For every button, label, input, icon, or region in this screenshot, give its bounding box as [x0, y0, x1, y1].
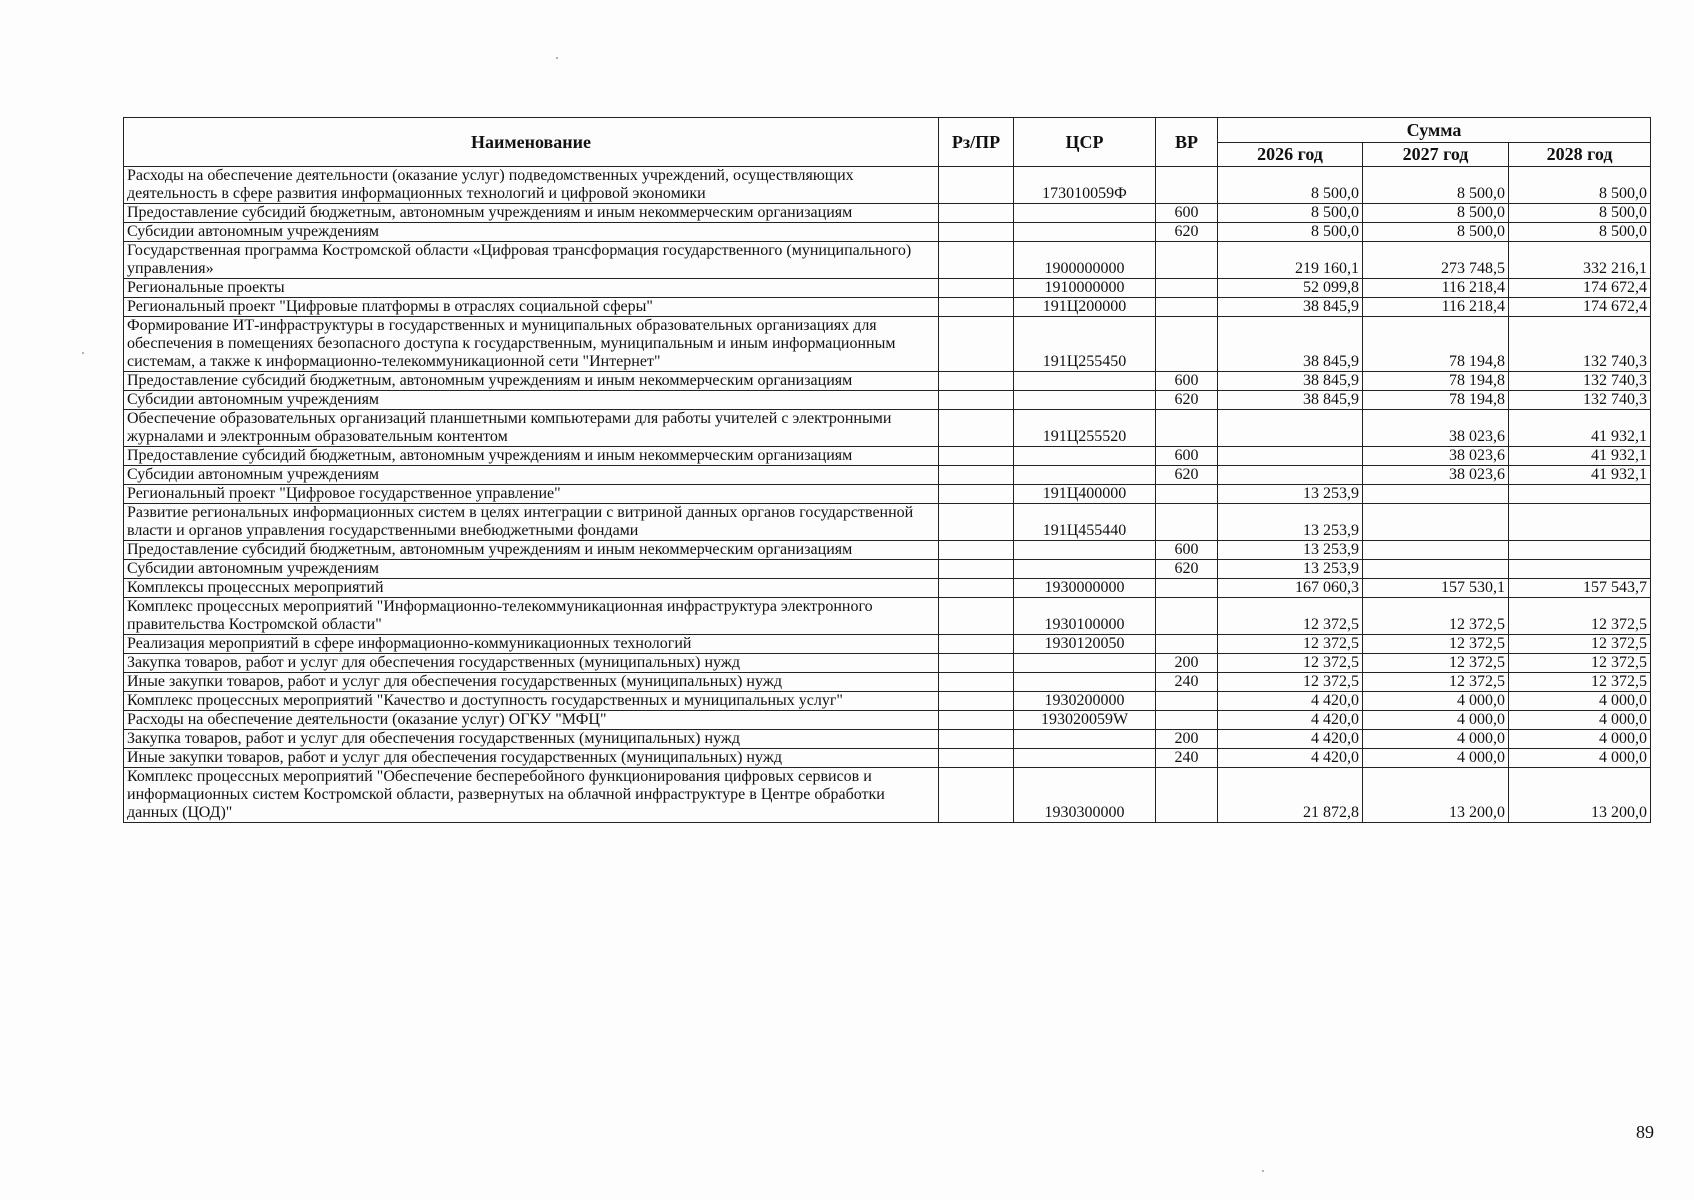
row-csr-cell: 191Ц455440 — [1014, 504, 1156, 541]
table-row — [124, 204, 1651, 223]
row-rzpr-cell — [939, 711, 1014, 730]
row-csr-cell: 1930100000 — [1014, 598, 1156, 635]
row-sum-2027-cell: 116 218,4 — [1363, 298, 1509, 317]
row-sum-2028-cell: 8 500,0 — [1509, 204, 1651, 223]
row-sum-2026-cell — [1218, 466, 1363, 485]
row-sum-2028-cell — [1509, 504, 1651, 541]
row-rzpr-cell — [939, 579, 1014, 598]
row-sum-2028-cell: 4 000,0 — [1509, 692, 1651, 711]
row-csr-cell — [1014, 749, 1156, 768]
table-row — [124, 579, 1651, 598]
row-name-cell: Развитие региональных информационных систем в целях интеграции с витриной данных органов государственной власти и органов управления государственными внебюджетными фондами — [124, 504, 939, 541]
row-name-cell: Субсидии автономным учреждениям — [124, 391, 939, 410]
row-rzpr-cell — [939, 447, 1014, 466]
row-sum-2028-cell: 12 372,5 — [1509, 598, 1651, 635]
row-sum-2027-cell: 78 194,8 — [1363, 372, 1509, 391]
table-row — [124, 673, 1651, 692]
row-sum-2026-cell: 13 253,9 — [1218, 504, 1363, 541]
row-sum-2028-cell: 132 740,3 — [1509, 391, 1651, 410]
row-name-cell: Региональный проект "Цифровое государственное управление" — [124, 485, 939, 504]
row-rzpr-cell — [939, 749, 1014, 768]
row-rzpr-cell — [939, 635, 1014, 654]
row-rzpr-cell — [939, 541, 1014, 560]
row-csr-cell — [1014, 204, 1156, 223]
row-vr-cell — [1156, 598, 1218, 635]
row-sum-2027-cell: 4 000,0 — [1363, 749, 1509, 768]
row-name-cell: Закупка товаров, работ и услуг для обеспечения государственных (муниципальных) нужд — [124, 654, 939, 673]
row-sum-2026-cell: 13 253,9 — [1218, 485, 1363, 504]
table-row — [124, 504, 1651, 541]
row-vr-cell — [1156, 504, 1218, 541]
row-vr-cell — [1156, 635, 1218, 654]
row-sum-2027-cell: 12 372,5 — [1363, 598, 1509, 635]
row-sum-2028-cell: 13 200,0 — [1509, 768, 1651, 823]
row-csr-cell — [1014, 654, 1156, 673]
row-sum-2028-cell: 4 000,0 — [1509, 711, 1651, 730]
row-csr-cell — [1014, 541, 1156, 560]
row-name-cell: Субсидии автономным учреждениям — [124, 223, 939, 242]
row-name-cell: Закупка товаров, работ и услуг для обеспечения государственных (муниципальных) нужд — [124, 730, 939, 749]
row-sum-2028-cell: 41 932,1 — [1509, 447, 1651, 466]
row-vr-cell — [1156, 692, 1218, 711]
table-row — [124, 298, 1651, 317]
header-name: Наименование — [124, 118, 939, 167]
row-sum-2028-cell: 174 672,4 — [1509, 298, 1651, 317]
row-sum-2027-cell: 4 000,0 — [1363, 730, 1509, 749]
row-sum-2028-cell — [1509, 485, 1651, 504]
row-rzpr-cell — [939, 466, 1014, 485]
row-sum-2027-cell: 4 000,0 — [1363, 711, 1509, 730]
row-name-cell: Региональные проекты — [124, 279, 939, 298]
row-rzpr-cell — [939, 504, 1014, 541]
table-row — [124, 654, 1651, 673]
row-sum-2027-cell: 4 000,0 — [1363, 692, 1509, 711]
row-sum-2027-cell: 38 023,6 — [1363, 410, 1509, 447]
row-sum-2028-cell: 4 000,0 — [1509, 749, 1651, 768]
row-rzpr-cell — [939, 372, 1014, 391]
row-sum-2028-cell: 41 932,1 — [1509, 410, 1651, 447]
row-sum-2027-cell: 13 200,0 — [1363, 768, 1509, 823]
row-csr-cell: 191Ц400000 — [1014, 485, 1156, 504]
row-sum-2026-cell: 12 372,5 — [1218, 654, 1363, 673]
row-sum-2028-cell: 174 672,4 — [1509, 279, 1651, 298]
row-rzpr-cell — [939, 204, 1014, 223]
table-row — [124, 541, 1651, 560]
row-csr-cell: 1930000000 — [1014, 579, 1156, 598]
row-sum-2028-cell: 132 740,3 — [1509, 317, 1651, 372]
row-sum-2028-cell: 12 372,5 — [1509, 654, 1651, 673]
row-vr-cell — [1156, 485, 1218, 504]
row-sum-2027-cell: 8 500,0 — [1363, 204, 1509, 223]
row-vr-cell: 620 — [1156, 391, 1218, 410]
row-sum-2028-cell: 157 543,7 — [1509, 579, 1651, 598]
header-year-2027: 2027 год — [1363, 142, 1509, 167]
row-vr-cell: 240 — [1156, 673, 1218, 692]
table-row — [124, 560, 1651, 579]
row-name-cell: Комплекс процессных мероприятий "Информационно-телекоммуникационная инфраструктура электронного правительства Костромской области" — [124, 598, 939, 635]
row-csr-cell — [1014, 673, 1156, 692]
row-sum-2027-cell: 38 023,6 — [1363, 447, 1509, 466]
row-sum-2027-cell — [1363, 504, 1509, 541]
row-csr-cell: 191Ц200000 — [1014, 298, 1156, 317]
row-vr-cell: 600 — [1156, 204, 1218, 223]
row-sum-2028-cell: 332 216,1 — [1509, 242, 1651, 279]
row-rzpr-cell — [939, 768, 1014, 823]
table-row — [124, 485, 1651, 504]
row-name-cell: Субсидии автономным учреждениям — [124, 466, 939, 485]
row-csr-cell: 193020059W — [1014, 711, 1156, 730]
row-vr-cell: 600 — [1156, 541, 1218, 560]
row-sum-2028-cell: 4 000,0 — [1509, 730, 1651, 749]
row-csr-cell: 1930120050 — [1014, 635, 1156, 654]
table-row — [124, 242, 1651, 279]
row-sum-2026-cell: 12 372,5 — [1218, 635, 1363, 654]
row-name-cell: Комплекс процессных мероприятий "Обеспечение бесперебойного функционирования цифровых сервисов и информационных систем Костромской области, развернутых на облачной инфраструктуре в Центре обработки данных (ЦОД)" — [124, 768, 939, 823]
row-sum-2028-cell: 8 500,0 — [1509, 167, 1651, 204]
header-year-2026: 2026 год — [1218, 142, 1363, 167]
row-name-cell: Субсидии автономным учреждениям — [124, 560, 939, 579]
header-rzpr: Рз/ПР — [939, 118, 1014, 167]
header-year-2028: 2028 год — [1509, 142, 1651, 167]
row-vr-cell — [1156, 167, 1218, 204]
row-vr-cell: 620 — [1156, 223, 1218, 242]
row-sum-2026-cell: 21 872,8 — [1218, 768, 1363, 823]
row-vr-cell: 200 — [1156, 654, 1218, 673]
table-row — [124, 768, 1651, 823]
row-sum-2027-cell: 12 372,5 — [1363, 635, 1509, 654]
row-sum-2026-cell: 38 845,9 — [1218, 317, 1363, 372]
table-row — [124, 711, 1651, 730]
row-rzpr-cell — [939, 242, 1014, 279]
row-vr-cell — [1156, 410, 1218, 447]
row-sum-2026-cell: 13 253,9 — [1218, 541, 1363, 560]
row-sum-2026-cell: 8 500,0 — [1218, 204, 1363, 223]
budget-table — [123, 117, 1651, 823]
row-csr-cell — [1014, 560, 1156, 579]
row-csr-cell — [1014, 223, 1156, 242]
row-rzpr-cell — [939, 410, 1014, 447]
table-row — [124, 223, 1651, 242]
row-sum-2026-cell: 4 420,0 — [1218, 692, 1363, 711]
row-csr-cell — [1014, 447, 1156, 466]
row-sum-2028-cell: 132 740,3 — [1509, 372, 1651, 391]
row-csr-cell — [1014, 466, 1156, 485]
row-rzpr-cell — [939, 298, 1014, 317]
row-sum-2027-cell: 273 748,5 — [1363, 242, 1509, 279]
row-name-cell: Предоставление субсидий бюджетным, автономным учреждениям и иным некоммерческим организациям — [124, 372, 939, 391]
row-sum-2028-cell: 12 372,5 — [1509, 673, 1651, 692]
table-row — [124, 730, 1651, 749]
row-name-cell: Предоставление субсидий бюджетным, автономным учреждениям и иным некоммерческим организациям — [124, 541, 939, 560]
table-row — [124, 391, 1651, 410]
row-name-cell: Иные закупки товаров, работ и услуг для обеспечения государственных (муниципальных) нужд — [124, 673, 939, 692]
row-csr-cell — [1014, 372, 1156, 391]
row-sum-2027-cell: 12 372,5 — [1363, 673, 1509, 692]
table-row — [124, 410, 1651, 447]
row-rzpr-cell — [939, 673, 1014, 692]
table-body — [124, 167, 1651, 823]
row-sum-2026-cell: 13 253,9 — [1218, 560, 1363, 579]
table-row — [124, 749, 1651, 768]
row-name-cell: Комплексы процессных мероприятий — [124, 579, 939, 598]
row-rzpr-cell — [939, 317, 1014, 372]
row-sum-2028-cell: 12 372,5 — [1509, 635, 1651, 654]
row-name-cell: Региональный проект "Цифровые платформы в отраслях социальной сферы" — [124, 298, 939, 317]
row-sum-2026-cell — [1218, 410, 1363, 447]
row-rzpr-cell — [939, 560, 1014, 579]
row-sum-2026-cell: 219 160,1 — [1218, 242, 1363, 279]
table-row — [124, 372, 1651, 391]
row-sum-2026-cell: 38 845,9 — [1218, 372, 1363, 391]
table-row — [124, 317, 1651, 372]
row-vr-cell — [1156, 279, 1218, 298]
row-vr-cell: 620 — [1156, 560, 1218, 579]
row-sum-2026-cell: 52 099,8 — [1218, 279, 1363, 298]
header-csr: ЦСР — [1014, 118, 1156, 167]
row-rzpr-cell — [939, 167, 1014, 204]
row-sum-2028-cell — [1509, 541, 1651, 560]
row-sum-2026-cell: 8 500,0 — [1218, 223, 1363, 242]
row-name-cell: Государственная программа Костромской области «Цифровая трансформация государственного (муниципального) управления» — [124, 242, 939, 279]
row-rzpr-cell — [939, 279, 1014, 298]
row-vr-cell: 600 — [1156, 372, 1218, 391]
row-sum-2026-cell: 12 372,5 — [1218, 673, 1363, 692]
page-number: 89 — [1636, 1122, 1654, 1142]
row-rzpr-cell — [939, 485, 1014, 504]
table-row — [124, 692, 1651, 711]
row-csr-cell: 173010059Ф — [1014, 167, 1156, 204]
row-sum-2027-cell: 157 530,1 — [1363, 579, 1509, 598]
row-sum-2027-cell: 8 500,0 — [1363, 223, 1509, 242]
row-name-cell: Комплекс процессных мероприятий "Качество и доступность государственных и муниципальных услуг" — [124, 692, 939, 711]
row-vr-cell — [1156, 579, 1218, 598]
row-vr-cell: 240 — [1156, 749, 1218, 768]
header-vr: ВР — [1156, 118, 1218, 167]
table-row — [124, 167, 1651, 204]
row-sum-2026-cell: 4 420,0 — [1218, 749, 1363, 768]
row-sum-2027-cell: 38 023,6 — [1363, 466, 1509, 485]
table-row — [124, 447, 1651, 466]
row-name-cell: Предоставление субсидий бюджетным, автономным учреждениям и иным некоммерческим организациям — [124, 447, 939, 466]
table-row — [124, 598, 1651, 635]
row-sum-2026-cell: 12 372,5 — [1218, 598, 1363, 635]
row-sum-2026-cell — [1218, 447, 1363, 466]
row-sum-2028-cell: 41 932,1 — [1509, 466, 1651, 485]
row-csr-cell: 1930300000 — [1014, 768, 1156, 823]
row-rzpr-cell — [939, 730, 1014, 749]
row-vr-cell: 620 — [1156, 466, 1218, 485]
row-sum-2027-cell — [1363, 485, 1509, 504]
row-sum-2028-cell — [1509, 560, 1651, 579]
row-name-cell: Расходы на обеспечение деятельности (оказание услуг) ОГКУ "МФЦ" — [124, 711, 939, 730]
row-sum-2027-cell — [1363, 541, 1509, 560]
header-sum: Сумма — [1218, 118, 1651, 143]
row-rzpr-cell — [939, 654, 1014, 673]
row-name-cell: Обеспечение образовательных организаций планшетными компьютерами для работы учителей с электронными журналами и электронным образовательным контентом — [124, 410, 939, 447]
row-csr-cell: 1930200000 — [1014, 692, 1156, 711]
row-csr-cell: 1900000000 — [1014, 242, 1156, 279]
row-sum-2026-cell: 167 060,3 — [1218, 579, 1363, 598]
row-vr-cell: 200 — [1156, 730, 1218, 749]
row-rzpr-cell — [939, 391, 1014, 410]
scan-speck — [1262, 1170, 1264, 1172]
row-vr-cell: 600 — [1156, 447, 1218, 466]
row-name-cell: Расходы на обеспечение деятельности (оказание услуг) подведомственных учреждений, осуществляющих деятельность в сфере развития информационных технологий и цифровой экономики — [124, 167, 939, 204]
row-rzpr-cell — [939, 223, 1014, 242]
row-rzpr-cell — [939, 692, 1014, 711]
row-vr-cell — [1156, 242, 1218, 279]
row-sum-2026-cell: 38 845,9 — [1218, 391, 1363, 410]
row-csr-cell: 1910000000 — [1014, 279, 1156, 298]
row-sum-2026-cell: 38 845,9 — [1218, 298, 1363, 317]
scan-speck — [556, 57, 558, 59]
row-sum-2026-cell: 4 420,0 — [1218, 730, 1363, 749]
row-sum-2026-cell: 4 420,0 — [1218, 711, 1363, 730]
row-csr-cell — [1014, 730, 1156, 749]
row-name-cell: Предоставление субсидий бюджетным, автономным учреждениям и иным некоммерческим организациям — [124, 204, 939, 223]
row-sum-2027-cell — [1363, 560, 1509, 579]
row-sum-2026-cell: 8 500,0 — [1218, 167, 1363, 204]
row-sum-2027-cell: 116 218,4 — [1363, 279, 1509, 298]
row-sum-2027-cell: 78 194,8 — [1363, 317, 1509, 372]
table-header — [124, 118, 1651, 167]
row-sum-2027-cell: 78 194,8 — [1363, 391, 1509, 410]
row-name-cell: Иные закупки товаров, работ и услуг для обеспечения государственных (муниципальных) нужд — [124, 749, 939, 768]
row-sum-2027-cell: 8 500,0 — [1363, 167, 1509, 204]
row-csr-cell — [1014, 391, 1156, 410]
row-sum-2028-cell: 8 500,0 — [1509, 223, 1651, 242]
row-sum-2027-cell: 12 372,5 — [1363, 654, 1509, 673]
row-vr-cell — [1156, 768, 1218, 823]
row-csr-cell: 191Ц255520 — [1014, 410, 1156, 447]
table-row — [124, 635, 1651, 654]
row-vr-cell — [1156, 711, 1218, 730]
row-csr-cell: 191Ц255450 — [1014, 317, 1156, 372]
row-rzpr-cell — [939, 598, 1014, 635]
scan-speck — [82, 352, 84, 354]
table-row — [124, 279, 1651, 298]
row-vr-cell — [1156, 317, 1218, 372]
row-vr-cell — [1156, 298, 1218, 317]
table-row — [124, 466, 1651, 485]
row-name-cell: Формирование ИТ-инфраструктуры в государственных и муниципальных образовательных организациях для обеспечения в помещениях безопасного доступа к государственным, муниципальным и иным информационным системам, а также к информационно-телекоммуникационной сети "Интернет" — [124, 317, 939, 372]
row-name-cell: Реализация мероприятий в сфере информационно-коммуникационных технологий — [124, 635, 939, 654]
